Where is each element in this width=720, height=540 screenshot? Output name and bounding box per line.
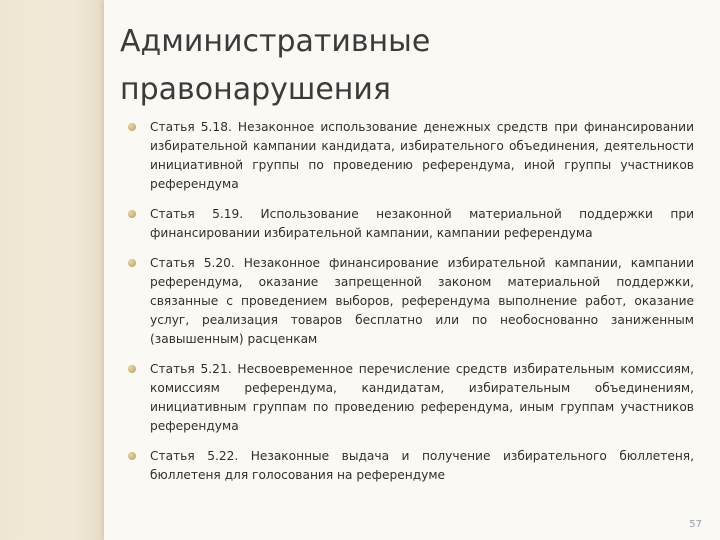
list-item: [126, 447, 694, 485]
bullet-icon: [128, 452, 136, 460]
slide-title: [120, 18, 680, 114]
list-item-text: Статья 5.20. Незаконное финансирование избирательной кампании, кампании референдума, оказание запрещенной законом материальной поддержки, связанные с проведением выборов, референдума выполнение работ, оказание услуг, реализация товаров бесплатно или по необоснованно заниженным (завышенным) расценкам: [150, 256, 694, 346]
list-item: [126, 205, 694, 243]
list-item-text: Статья 5.21. Несвоевременное перечисление средств избирательным комиссиям, комиссиям референдума, кандидатам, избирательным объединениям, инициативным группам по проведению референдума, иным группам участников референдума: [150, 362, 694, 433]
title-line-2: правонарушения: [120, 72, 391, 107]
article-list: [126, 118, 694, 496]
list-item: [126, 118, 694, 194]
list-item-text: Статья 5.22. Незаконные выдача и получение избирательного бюллетеня, бюллетеня для голосования на референдуме: [150, 449, 694, 482]
bullet-icon: [128, 123, 136, 131]
page-number: 57: [689, 519, 702, 530]
list-item-text: Статья 5.18. Незаконное использование денежных средств при финансировании избирательной кампании кандидата, избирательного объединения, деятельности инициативной группы по проведению референдума, иной группы участников референдума: [150, 120, 694, 191]
list-item: [126, 254, 694, 349]
title-line-1: Административные: [120, 24, 431, 59]
left-decorative-band: [0, 0, 104, 540]
list-item-text: Статья 5.19. Использование незаконной материальной поддержки при финансировании избирательной кампании, кампании референдума: [150, 207, 694, 240]
bullet-icon: [128, 365, 136, 373]
list-item: [126, 360, 694, 436]
bullet-icon: [128, 210, 136, 218]
bullet-icon: [128, 259, 136, 267]
